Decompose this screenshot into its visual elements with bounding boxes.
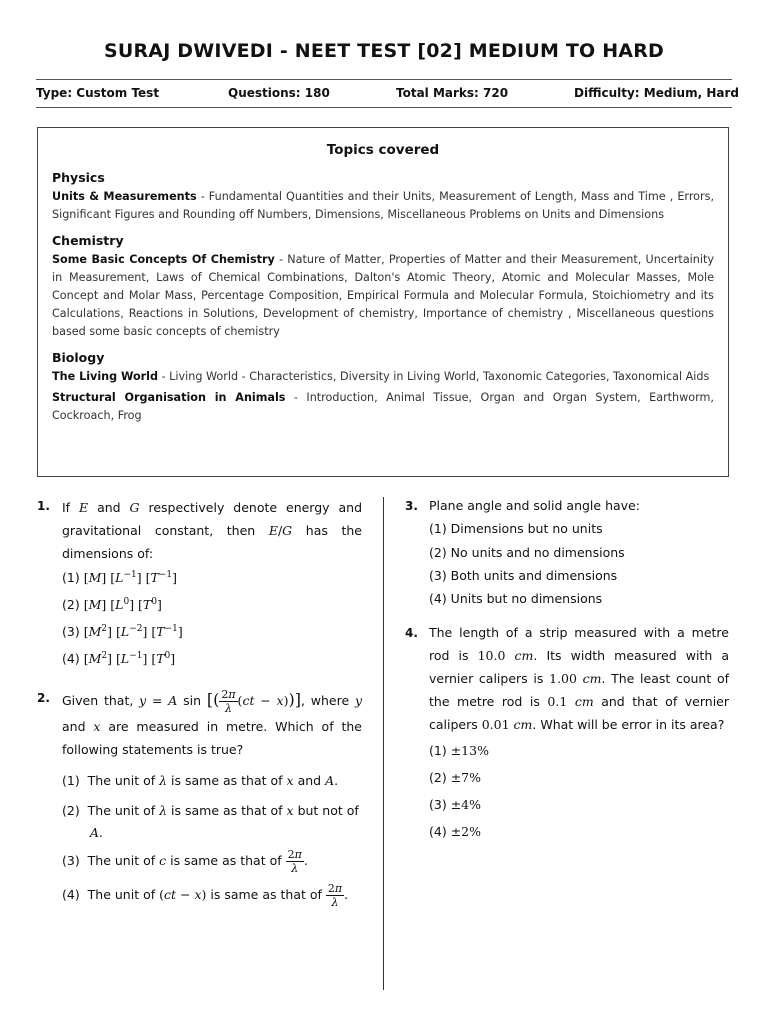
q4-option-3[interactable]: (3) ±4%	[429, 797, 482, 812]
q2-text: Given that, y = A sin [( $\frac{2\pi}{\lambda}$ (ct − x))], where y and x are measured in metre. Which of the following statements is true?	[62, 688, 363, 757]
q2-option-4[interactable]: (4) The unit of (ct − x) is same as that of $\frac{2\pi}{\lambda}$ .	[62, 882, 349, 909]
meta-marks: Total Marks: 720	[396, 86, 509, 100]
chemistry-chapter: Some Basic Concepts Of Chemistry - Nature of Matter, Properties of Matter and their Measurement, Uncertainity in Measurement, Laws of Chemical Combinations, Dalton's Atomic Theory, Atomic and Molecular Masses, Mole Concept and Molar Mass, Percentage Composition, Empirical Formula and Molecular Formula, Stoichiometry and its Calculations, Reactions in Solutions, Development of chemistry, Importance of chemistry , Miscellaneous questions based some basic concepts of chemistry	[52, 253, 714, 338]
header-rule-top	[36, 79, 732, 80]
q3-option-1[interactable]: (1) Dimensions but no units	[429, 521, 603, 536]
subject-biology: Biology	[52, 350, 105, 365]
biology-chapter-1: The Living World - Living World - Characteristics, Diversity in Living World, Taxonomic Categories, Taxonomical Aids	[52, 370, 710, 383]
subject-physics: Physics	[52, 170, 105, 185]
q4-text: The length of a strip measured with a metre rod is 10.0 cm. Its width measured with a vernier calipers is 1.00 cm. The least count of the metre rod is 0.1 cm and that of vernier calipers 0.01 cm. What will be error in its area?	[429, 625, 729, 732]
header-rule-bottom	[36, 107, 732, 108]
q3-option-3[interactable]: (3) Both units and dimensions	[429, 568, 618, 583]
q2-option-2[interactable]: (2) The unit of λ is same as that of x but not of A.	[62, 803, 359, 840]
q1-option-4[interactable]: (4) $[M^2]$ $[L^{-1}]$ $[T^0]$	[62, 651, 176, 667]
q1-option-3[interactable]: (3) $[M^2]$ $[L^{-2}]$ $[T^{-1}]$	[62, 624, 183, 640]
test-title: SURAJ DWIVEDI - NEET TEST [02] MEDIUM TO HARD	[103, 40, 665, 62]
q4-number: 4.	[405, 626, 418, 640]
q4-option-4[interactable]: (4) ±2%	[429, 824, 482, 839]
q2-number: 2.	[37, 691, 50, 705]
topics-heading: Topics covered	[326, 142, 440, 158]
q1-number: 1.	[37, 499, 50, 513]
q3-text: Plane angle and solid angle have:	[429, 498, 640, 513]
physics-chapter: Units & Measurements - Fundamental Quantities and their Units, Measurement of Length, Mass and Time , Errors, Significant Figures and Rounding off Numbers, Dimensions, Miscellaneous Problems on Units and Dimensions	[52, 190, 714, 221]
subject-chemistry: Chemistry	[52, 233, 124, 248]
q2-option-3[interactable]: (3) The unit of c is same as that of $\frac{2\pi}{\lambda}$ .	[62, 848, 308, 875]
meta-questions: Questions: 180	[228, 86, 330, 100]
topics-box	[37, 127, 729, 477]
q2-option-1[interactable]: (1) The unit of λ is same as that of x and A.	[62, 773, 339, 788]
meta-difficulty: Difficulty: Medium, Hard	[574, 86, 739, 100]
meta-type: Type: Custom Test	[36, 86, 160, 100]
q4-option-1[interactable]: (1) ±13%	[429, 743, 489, 758]
q3-option-4[interactable]: (4) Units but no dimensions	[429, 591, 603, 606]
biology-chapter-2: Structural Organisation in Animals - Introduction, Animal Tissue, Organ and Organ System, Earthworm, Cockroach, Frog	[52, 391, 714, 422]
q4-option-2[interactable]: (2) ±7%	[429, 770, 482, 785]
q1-text: If E and G respectively denote energy and gravitational constant, then E/G has the dimensions of:	[62, 500, 363, 561]
q1-option-1[interactable]: (1) [M] $[L^{-1}]$ $[T^{-1}]$	[62, 570, 177, 586]
q3-option-2[interactable]: (2) No units and no dimensions	[429, 545, 625, 560]
column-divider	[383, 497, 384, 990]
q3-number: 3.	[405, 499, 418, 513]
q1-option-2[interactable]: (2) [M] $[L^0]$ $[T^0]$	[62, 597, 162, 613]
